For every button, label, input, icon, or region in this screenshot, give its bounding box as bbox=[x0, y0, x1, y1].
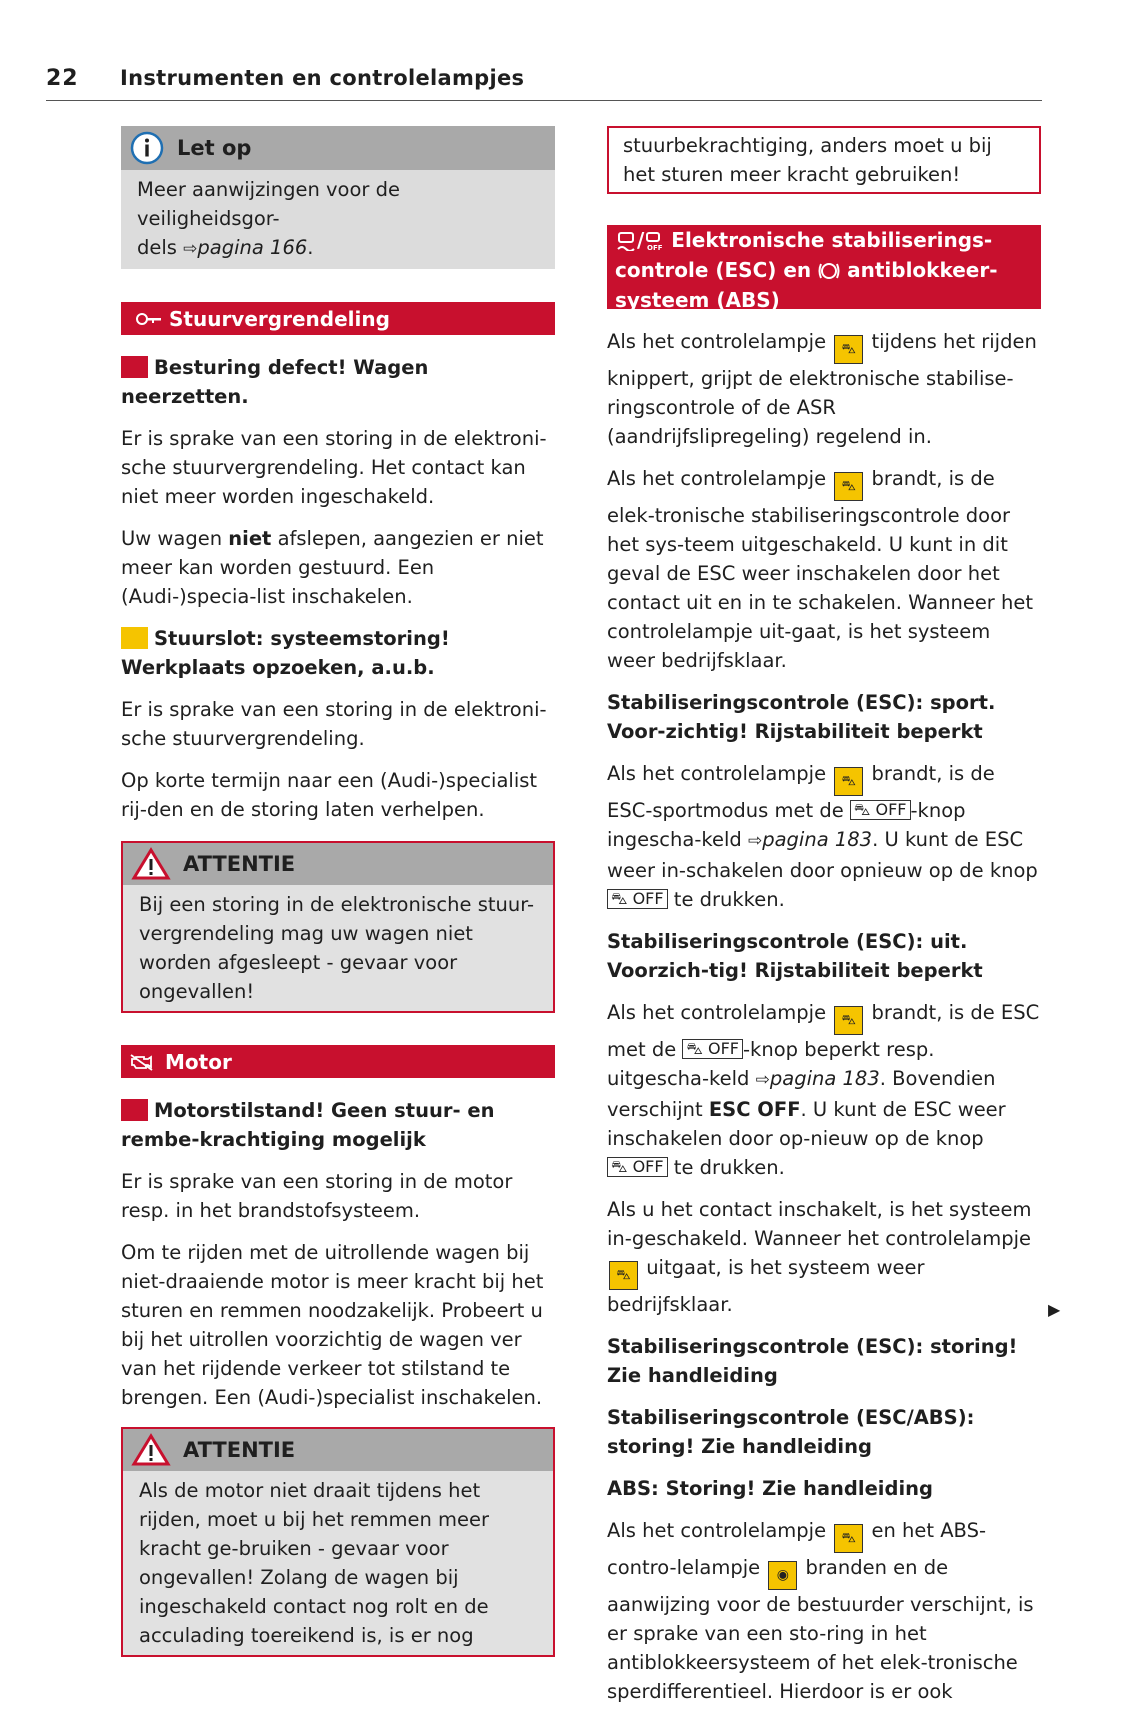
note-text-2: dels bbox=[137, 236, 184, 259]
chapter-title: Instrumenten en controlelampjes bbox=[120, 66, 525, 90]
engine-red-icon bbox=[121, 1099, 148, 1121]
warning-title: ATTENTIE bbox=[183, 1438, 296, 1462]
warning-triangle-icon bbox=[131, 847, 171, 881]
esc-indicator-icon: ⛍ bbox=[834, 335, 863, 364]
message-esc-sport: Stabiliseringscontrole (ESC): sport. Voor-zichtig! Rijstabiliteit beperkt bbox=[607, 691, 996, 743]
steering-lock-yellow-icon bbox=[121, 627, 148, 649]
note-box bbox=[121, 126, 555, 269]
esc-off-button-glyph: ⛍ OFF bbox=[607, 889, 668, 909]
paragraph: Er is sprake van een storing in de motor resp. in het brandstofsysteem. bbox=[121, 1170, 513, 1222]
ref-arrow: ⇨ bbox=[183, 239, 198, 259]
warning-header bbox=[123, 1429, 553, 1471]
page-ref[interactable]: pagina 183 bbox=[762, 828, 873, 851]
page-header bbox=[46, 62, 1042, 101]
message-esc-off: Stabiliseringscontrole (ESC): uit. Voorzich-tig! Rijstabiliteit beperkt bbox=[607, 930, 983, 982]
steering-lock-icon bbox=[129, 310, 161, 328]
warning-body: Als de motor niet draait tijdens het rijden, moet u bij het remmen meer kracht ge-bruiken - gevaar voor ongevallen! Zolang de wagen bij ingeschakeld contact nog rolt en de acculading toereikend is, is er nog bbox=[139, 1479, 490, 1647]
esc-off-button-glyph: ⛍ OFF bbox=[850, 800, 911, 820]
note-header bbox=[121, 126, 555, 170]
esc-off-button-glyph: ⛍ OFF bbox=[607, 1157, 668, 1177]
continued-warning-box: stuurbekrachtiging, anders moet u bij het sturen meer kracht gebruiken! bbox=[607, 126, 1041, 194]
esc-off-indicator-icon: ⛍ bbox=[834, 1006, 863, 1035]
svg-text:OFF: OFF bbox=[647, 244, 663, 251]
note-title: Let op bbox=[177, 136, 252, 160]
warning-body: Bij een storing in de elektronische stuur-vergrendeling mag uw wagen niet worden afgesleept - gevaar voor ongevallen! bbox=[139, 893, 535, 1003]
note-text-1: Meer aanwijzingen voor de veiligheidsgor- bbox=[137, 178, 401, 230]
esc-off-button-glyph: ⛍ OFF bbox=[682, 1039, 743, 1059]
engine-icon bbox=[129, 1053, 157, 1071]
message-esc-abs-fault: Stabiliseringscontrole (ESC/ABS): storing! Zie handleiding bbox=[607, 1406, 975, 1458]
message-steering-lock: Stuurslot: systeemstoring! Werkplaats opzoeken, a.u.b. bbox=[121, 627, 450, 679]
paragraph: Als u het contact inschakelt, is het systeem in-geschakeld. Wanneer het controlelampje ⛍ uitgaat, is het systeem weer bedrijfsklaar. bbox=[607, 1198, 1032, 1316]
steering-lock-red-icon bbox=[121, 356, 148, 378]
esc-indicator-icon: ⛍ bbox=[834, 1524, 863, 1553]
section-heading-esc bbox=[607, 225, 1041, 312]
section-title-esc: / OFF Elektronische stabiliserings- controle (ESC) en antiblokkeer- systeem (ABS) bbox=[615, 228, 998, 312]
paragraph: Als het controlelampje ⛍ brandt, is de ESC met de ⛍ OFF -knop beperkt resp. uitgescha-keld ⇨pagina 183. Bovendien verschijnt ESC OFF. U kunt de ESC weer inschakelen door op-nieuw op de knop ⛍ OFF te drukken. bbox=[607, 1001, 1040, 1179]
esc-off-icon bbox=[644, 231, 664, 257]
paragraph: Om te rijden met de uitrollende wagen bij niet-draaiende motor is meer kracht bij het sturen en remmen noodzakelijk. Probeert u bij het uitrollen voorzichtig de wagen ver van het rijdende verkeer tot stilstand te brengen. Een (Audi-)specialist inschakelen. bbox=[121, 1241, 544, 1409]
message-esc-fault: Stabiliseringscontrole (ESC): storing! Zie handleiding bbox=[607, 1335, 1018, 1387]
esc-indicator-icon: ⛍ bbox=[834, 472, 863, 501]
page-number: 22 bbox=[46, 66, 79, 91]
note-page-ref[interactable]: pagina 166 bbox=[197, 236, 308, 259]
message-abs-fault: ABS: Storing! Zie handleiding bbox=[607, 1477, 933, 1500]
right-column bbox=[607, 126, 1041, 1719]
abs-indicator-icon: ◉ bbox=[768, 1561, 797, 1590]
ref-arrow: ⇨ bbox=[747, 831, 763, 851]
section-title-motor: Motor bbox=[165, 1049, 232, 1074]
note-body bbox=[121, 170, 555, 269]
message-engine-stall: Motorstilstand! Geen stuur- en rembe-krachtiging mogelijk bbox=[121, 1099, 495, 1151]
section-heading-motor bbox=[121, 1045, 555, 1078]
paragraph: Er is sprake van een storing in de elektroni-sche stuurvergrendeling. Het contact kan niet meer worden ingeschakeld. bbox=[121, 427, 547, 508]
paragraph: Als het controlelampje ⛍ en het ABS-contro-lelampje ◉ branden en de aanwijzing voor de bestuurder verschijnt, is er sprake van een sto-ring in het antiblokkeersysteem of het elek-tronische sperdifferentieel. Hierdoor is er ook bbox=[607, 1519, 1034, 1703]
warning-box-1 bbox=[121, 841, 555, 1013]
ref-arrow: ⇨ bbox=[755, 1070, 770, 1090]
note-ref-end: . bbox=[307, 236, 314, 259]
info-icon bbox=[129, 130, 165, 166]
esc-icon bbox=[615, 231, 637, 257]
warning-header bbox=[123, 843, 553, 885]
warning-title: ATTENTIE bbox=[183, 852, 296, 876]
message-steering-defect: Besturing defect! Wagen neerzetten. bbox=[121, 356, 429, 408]
section-heading-steering bbox=[121, 302, 555, 335]
continue-arrow-icon: ▶ bbox=[1048, 1300, 1061, 1319]
paragraph: Er is sprake van een storing in de elektroni-sche stuurvergrendeling. bbox=[121, 698, 547, 750]
warning-box-2 bbox=[121, 1427, 555, 1657]
section-title-steering: Stuurvergrendeling bbox=[169, 306, 390, 331]
paragraph: Uw wagen niet afslepen, aangezien er niet meer kan worden gestuurd. Een (Audi-)specia-list inschakelen. bbox=[121, 527, 544, 608]
esc-off-indicator-icon: ⛍ bbox=[609, 1261, 638, 1290]
paragraph: Als het controlelampje ⛍ tijdens het rijden knippert, grijpt de elektronische stabilise-ringscontrole of de ASR (aandrijfslipregeling) regelend in. bbox=[607, 330, 1037, 448]
abs-icon bbox=[818, 261, 840, 287]
esc-off-indicator-icon: ⛍ bbox=[834, 767, 863, 796]
paragraph: Als het controlelampje ⛍ brandt, is de ESC-sportmodus met de ⛍ OFF -knop ingescha-keld ⇨pagina 183. U kunt de ESC weer in-schakelen door opnieuw op de knop ⛍ OFF te drukken. bbox=[607, 762, 1038, 911]
paragraph: Als het controlelampje ⛍ brandt, is de elek-tronische stabiliseringscontrole door het sys-teem uitgeschakeld. U kunt in dit geval de ESC weer inschakelen door het contact uit en in te schakelen. Wanneer het controlelampje uit-gaat, is het systeem weer bedrijfsklaar. bbox=[607, 467, 1034, 672]
warning-triangle-icon bbox=[131, 1433, 171, 1467]
paragraph: Op korte termijn naar een (Audi-)specialist rij-den en de storing laten verhelpen. bbox=[121, 769, 538, 821]
left-column bbox=[121, 126, 555, 1689]
page-ref[interactable]: pagina 183 bbox=[769, 1067, 880, 1090]
